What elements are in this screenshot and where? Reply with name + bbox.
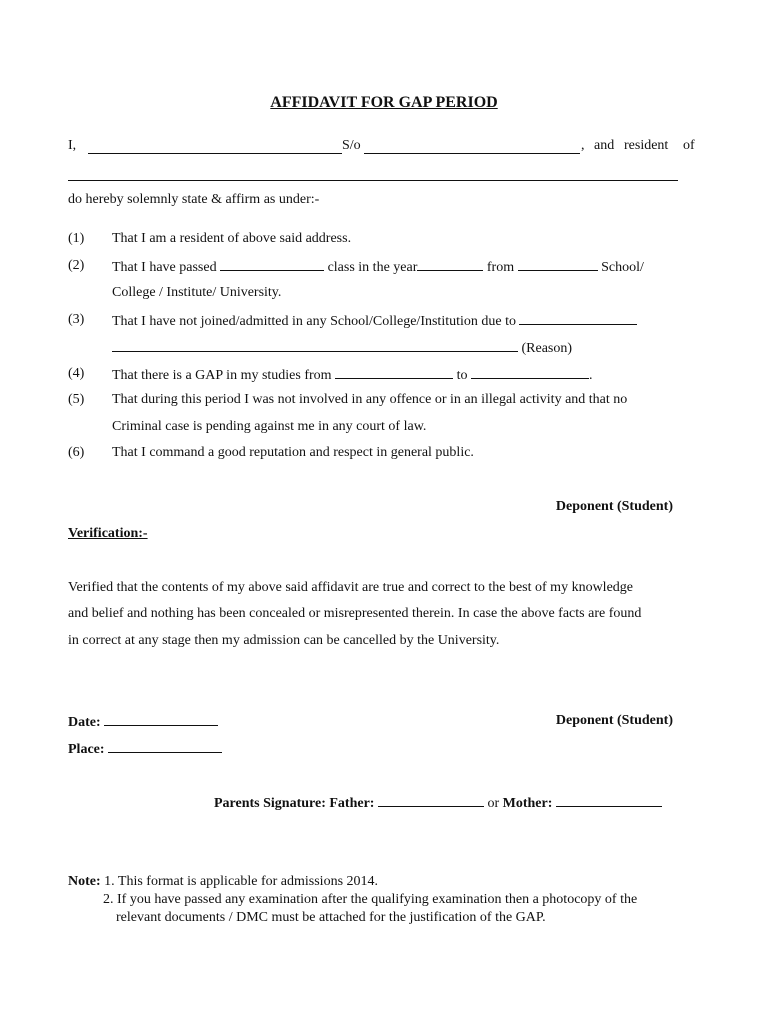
item-2-part4: School/ bbox=[601, 260, 644, 275]
item-5-line2: Criminal case is pending against me in any court of law. bbox=[112, 419, 427, 434]
date-row bbox=[68, 713, 218, 731]
verification-line-3: in correct at any stage then my admission can be cancelled by the University. bbox=[68, 633, 500, 648]
item-6-number: (6) bbox=[68, 445, 85, 460]
note-row-1 bbox=[68, 874, 378, 890]
deponent-label-2: Deponent (Student) bbox=[555, 713, 673, 728]
item-1-text: That I am a resident of above said address. bbox=[112, 231, 352, 246]
item-4-part2: to bbox=[456, 368, 468, 383]
item-4-number: (4) bbox=[68, 366, 85, 381]
item-3-line2 bbox=[112, 339, 572, 357]
due-to-blank[interactable] bbox=[519, 312, 637, 325]
item-5-line1: That during this period I was not involved in any offence or in an illegal activity and that no bbox=[112, 392, 628, 407]
item-6-text: That I command a good reputation and respect in general public. bbox=[112, 445, 474, 460]
item-2-part1: That I have passed bbox=[112, 260, 217, 275]
affirm-line: do hereby solemnly state & affirm as under:- bbox=[68, 192, 320, 207]
intro-and: and bbox=[594, 138, 615, 153]
verification-line-2: and belief and nothing has been concealed or misrepresented therein. In case the above facts are found bbox=[68, 606, 642, 621]
item-2-line2: College / Institute/ University. bbox=[112, 285, 282, 300]
item-2-part2: class in the year bbox=[327, 260, 418, 275]
item-4-part3: . bbox=[588, 368, 593, 383]
name-blank[interactable] bbox=[88, 141, 342, 154]
father-name-blank[interactable] bbox=[364, 141, 580, 154]
place-row bbox=[68, 740, 222, 758]
date-blank[interactable] bbox=[104, 713, 218, 726]
reason-blank[interactable] bbox=[112, 339, 518, 352]
intro-prefix: I, bbox=[68, 138, 77, 153]
parents-or: or bbox=[487, 796, 500, 811]
item-5-number: (5) bbox=[68, 392, 85, 407]
item-3-reason: (Reason) bbox=[521, 341, 573, 356]
note-item-2-line-1: 2. If you have passed any examination after the qualifying examination then a photocopy of the bbox=[103, 892, 638, 907]
address-blank[interactable] bbox=[68, 168, 678, 181]
note-item-1: 1. This format is applicable for admissions 2014. bbox=[104, 874, 379, 889]
verification-line-1: Verified that the contents of my above said affidavit are true and correct to the best of my knowledge bbox=[68, 580, 633, 595]
place-blank[interactable] bbox=[108, 740, 222, 753]
class-blank[interactable] bbox=[220, 258, 324, 271]
parents-signature-label: Parents Signature: Father: bbox=[214, 796, 375, 811]
item-1-number: (1) bbox=[68, 231, 85, 246]
item-3-part1: That I have not joined/admitted in any School/College/Institution due to bbox=[112, 314, 516, 329]
year-blank[interactable] bbox=[417, 258, 483, 271]
school-blank[interactable] bbox=[518, 258, 598, 271]
intro-resident: resident bbox=[624, 138, 669, 153]
item-3-line bbox=[112, 312, 637, 330]
intro-of: of bbox=[683, 138, 695, 153]
item-2-line bbox=[112, 258, 644, 276]
mother-signature-blank[interactable] bbox=[556, 794, 662, 807]
item-4-line bbox=[112, 366, 592, 384]
item-2-part3: from bbox=[486, 260, 515, 275]
item-4-part1: That there is a GAP in my studies from bbox=[112, 368, 332, 383]
gap-from-blank[interactable] bbox=[335, 366, 453, 379]
father-signature-blank[interactable] bbox=[378, 794, 484, 807]
item-3-number: (3) bbox=[68, 312, 85, 327]
item-2-number: (2) bbox=[68, 258, 85, 273]
parents-signature-row bbox=[214, 794, 662, 812]
intro-comma: , bbox=[581, 138, 585, 153]
mother-label: Mother: bbox=[502, 796, 553, 811]
document-title: AFFIDAVIT FOR GAP PERIOD bbox=[270, 94, 498, 111]
note-label: Note: bbox=[68, 874, 101, 889]
intro-son-of: S/o bbox=[342, 138, 361, 153]
verification-heading: Verification:- bbox=[68, 526, 148, 541]
gap-to-blank[interactable] bbox=[471, 366, 589, 379]
note-item-2-line-2: relevant documents / DMC must be attached for the justification of the GAP. bbox=[116, 910, 546, 925]
place-label: Place: bbox=[68, 742, 105, 757]
date-label: Date: bbox=[68, 715, 101, 730]
deponent-label-1: Deponent (Student) bbox=[555, 499, 673, 514]
